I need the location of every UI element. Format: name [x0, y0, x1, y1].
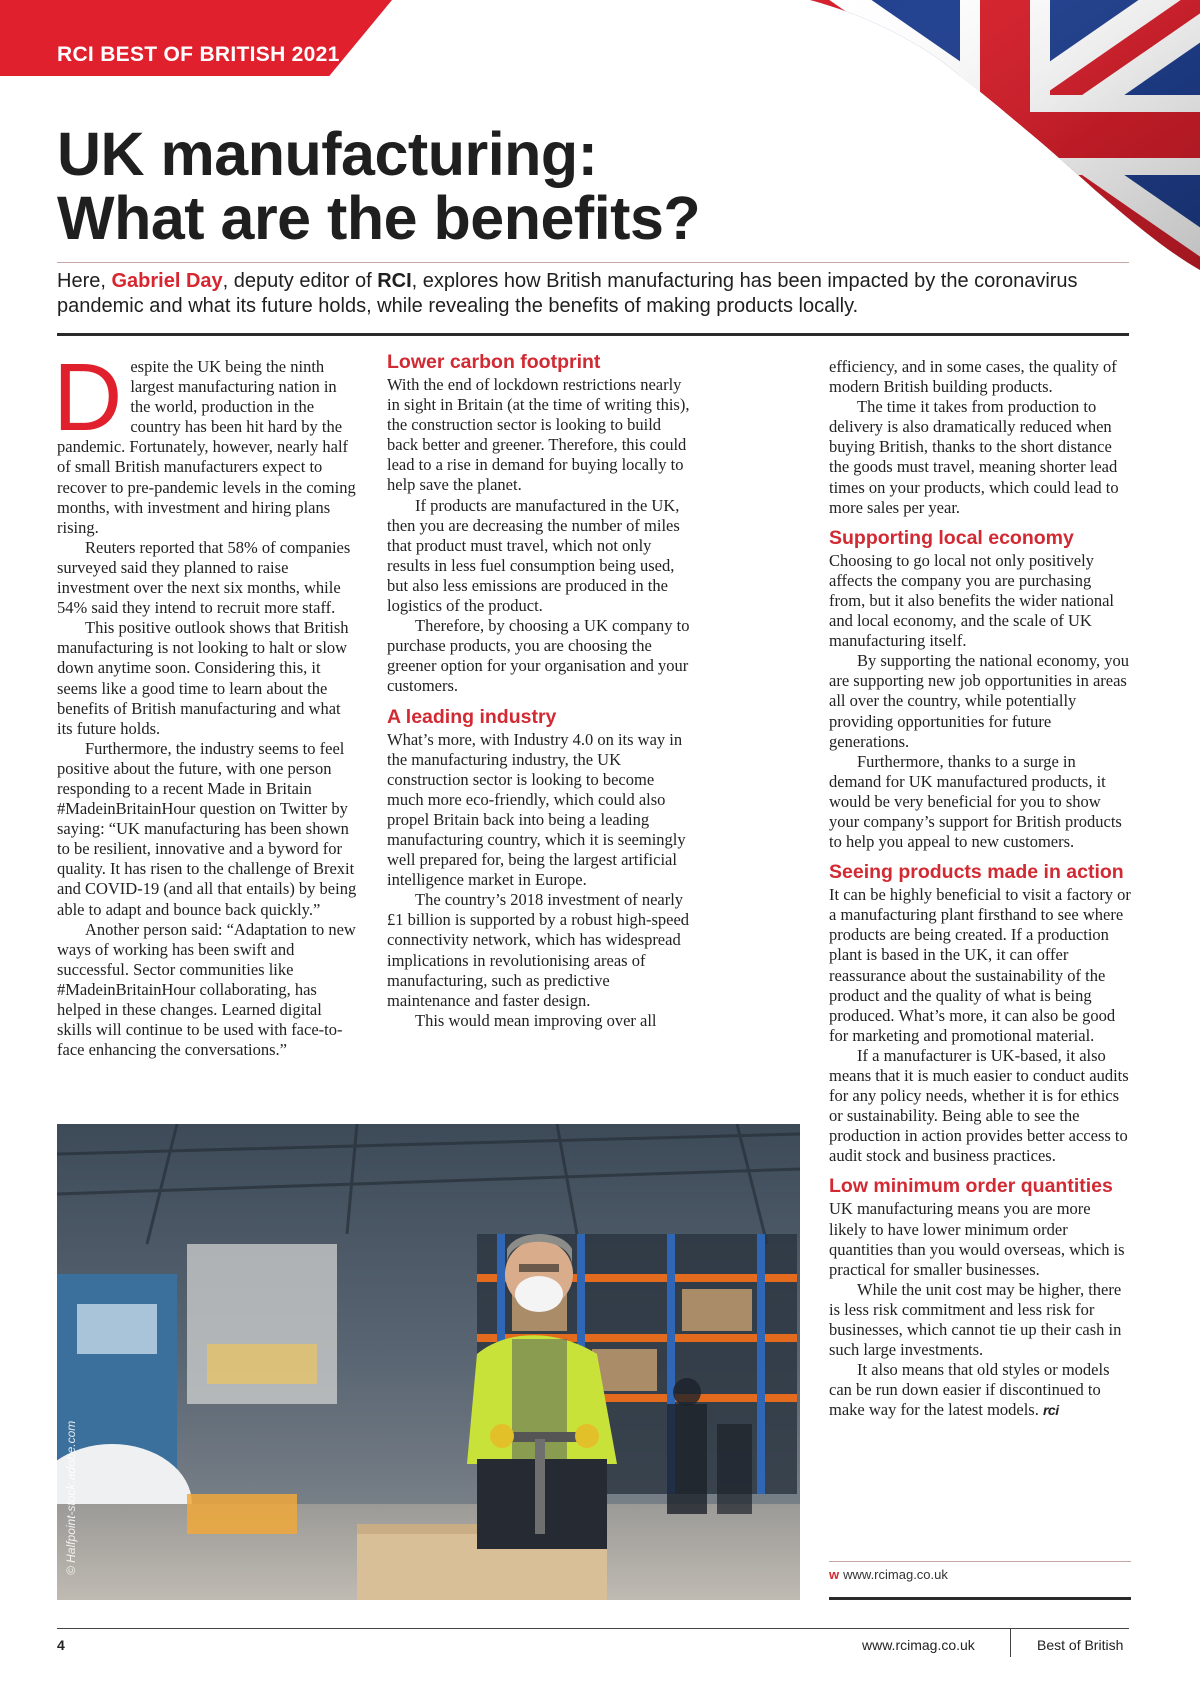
website-link[interactable]: www.rcimag.co.uk	[843, 1567, 948, 1582]
footer-issue-title: Best of British	[1037, 1637, 1124, 1653]
body-paragraph: Choosing to go local not only positively affects the company you are purchasing from, but it also benefits the wider national and local economy, and the scale of UK manufacturing itself.	[829, 550, 1115, 651]
divider	[829, 1561, 1131, 1562]
body-paragraph: If a manufacturer is UK-based, it also means that it is much easier to conduct audits for any policy needs, whether it is for ethics or sustainability. Being able to see the production in action provides better access to audit stock and business practices.	[829, 1045, 1129, 1166]
magazine-name: RCI	[377, 270, 412, 292]
headline	[57, 122, 837, 250]
body-paragraph: The time it takes from production to delivery is also dramatically reduced when buying British, thanks to the short distance the goods must travel, meaning shorter lead times on your products, which could lead to more sales per year.	[829, 397, 1119, 517]
subheading: Low minimum order quantities	[829, 1175, 1113, 1198]
body-paragraph	[829, 1360, 1131, 1420]
divider-thick	[829, 1597, 1131, 1600]
body-paragraph: Another person said: “Adaptation to new ways of working has been swift and successful. Sector communities like #MadeinBritainHour collaborating, has helped in these changes. Learned digital skills will continue to be used with face-to-face enhancing the conversations.”	[57, 919, 356, 1060]
body-paragraph: It can be highly beneficial to visit a factory or a manufacturing plant firsthand to see where products are being created. If a production plant is based in the UK, it can offer reassurance about the sustainability of the product and the quality of what is being produced. What’s more, it can also be good for marketing and promotional material.	[829, 885, 1131, 1045]
article-column-1	[53, 344, 360, 1060]
headline-line1: UK manufacturing:	[57, 120, 598, 188]
body-paragraph	[53, 344, 360, 538]
website-reference	[829, 1567, 948, 1582]
standfirst-rest: , explores how British manufacturing has been impacted by the coronavirus pandemic and what its future holds, while revealing the benefits of making products locally.	[57, 270, 1078, 317]
article-column-3	[829, 357, 1131, 1421]
body-paragraph: Therefore, by choosing a UK company to purchase products, you are choosing the greener option for your organisation and your customers.	[387, 616, 690, 696]
divider-thick	[57, 333, 1129, 336]
author-name: Gabriel Day	[111, 270, 223, 292]
divider	[57, 262, 1129, 263]
body-paragraph: This would mean improving over all	[415, 1010, 657, 1030]
section-banner-label: RCI BEST OF BRITISH 2021	[57, 43, 340, 66]
body-paragraph: UK manufacturing means you are more likely to have lower minimum order quantities than you would overseas, which is practical for smaller businesses.	[829, 1199, 1125, 1279]
footer-divider	[57, 1628, 1129, 1629]
end-mark-logo: rci	[1042, 1402, 1059, 1419]
body-paragraph: The country’s 2018 investment of nearly £1 billion is supported by a robust high-speed connectivity network, which has widespread implications in revolutionising areas of manufacturing, such as predictive maintenance and faster design.	[387, 890, 690, 1010]
warehouse-worker-photo	[57, 1124, 800, 1600]
standfirst-mid: , deputy editor of	[222, 270, 372, 292]
body-paragraph: Furthermore, thanks to a surge in demand for UK manufactured products, it would be very beneficial for you to show your company’s support for British products to help you appeal to new customers.	[829, 751, 1122, 852]
body-text: It also means that old styles or models can be run down easier if discontinued to make way for the latest models.	[829, 1360, 1110, 1420]
footer-separator	[1010, 1629, 1011, 1657]
body-paragraph: Furthermore, the industry seems to feel positive about the future, with one person responding to a recent Made in Britain #MadeinBritainHour question on Twitter by saying: “UK manufacturing has been shown to be resilient, innovative and a byword for quality. It has risen to the challenge of Brexit and COVID-19 (and all that entails) by being able to adapt and bounce back quickly.”	[57, 738, 357, 919]
body-paragraph: Reuters reported that 58% of companies surveyed said they planned to raise investment over the next six months, while 54% said they intend to recruit more staff.	[57, 537, 351, 618]
page-number: 4	[57, 1637, 65, 1653]
standfirst	[57, 269, 1137, 319]
subheading: Supporting local economy	[829, 526, 1074, 549]
body-paragraph: efficiency, and in some cases, the quality of modern British building products.	[829, 357, 1117, 397]
body-paragraph: By supporting the national economy, you are supporting new job opportunities in areas all over the country, while potentially providing opportunities for future generations.	[829, 651, 1130, 751]
drop-cap: D	[53, 344, 123, 451]
body-text: espite the UK being the ninth largest manufacturing nation in the world, production in the country has been hit hard by the pandemic. Fortunately, however, nearly half of small British manufacturers expect to recover to pre-pandemic levels in the coming months, with investment and hiring plans rising.	[57, 357, 356, 537]
subheading: Lower carbon footprint	[387, 351, 601, 373]
body-paragraph: This positive outlook shows that British manufacturing is not looking to halt or slow down anytime soon. Considering this, it seems like a good time to learn about the benefits of British manufacturing and what its future holds.	[57, 618, 349, 738]
footer-website[interactable]: www.rcimag.co.uk	[862, 1637, 975, 1653]
body-paragraph: What’s more, with Industry 4.0 on its way in the manufacturing industry, the UK construction sector is looking to become much more eco-friendly, which could also propel Britain back into being a leading manufacturing country, which it is seemingly well prepared for, being the largest artificial intelligence market in Europe.	[387, 729, 686, 890]
photo-credit: © Halfpoint-stock.adobe.com	[64, 1420, 78, 1575]
web-prefix: w	[829, 1567, 840, 1582]
article-column-2	[387, 352, 692, 1031]
body-paragraph: With the end of lockdown restrictions nearly in sight in Britain (at the time of writing this), the construction sector is looking to build back better and greener. Therefore, this could lead to a rise in demand for buying locally to help save the planet.	[387, 375, 690, 495]
body-paragraph: While the unit cost may be higher, there is less risk commitment and less risk for businesses, which cannot tie up their cash in such large investments.	[829, 1279, 1122, 1360]
union-flag-image	[810, 0, 1200, 270]
subheading: Seeing products made in action	[829, 861, 1124, 884]
body-paragraph: If products are manufactured in the UK, then you are decreasing the number of miles that product must travel, which not only results in less fuel consumption being used, but also less emissions are produced in the logistics of the product.	[387, 495, 680, 616]
headline-line2: What are the benefits?	[57, 184, 701, 252]
standfirst-lead: Here,	[57, 270, 106, 292]
subheading: A leading industry	[387, 705, 557, 728]
